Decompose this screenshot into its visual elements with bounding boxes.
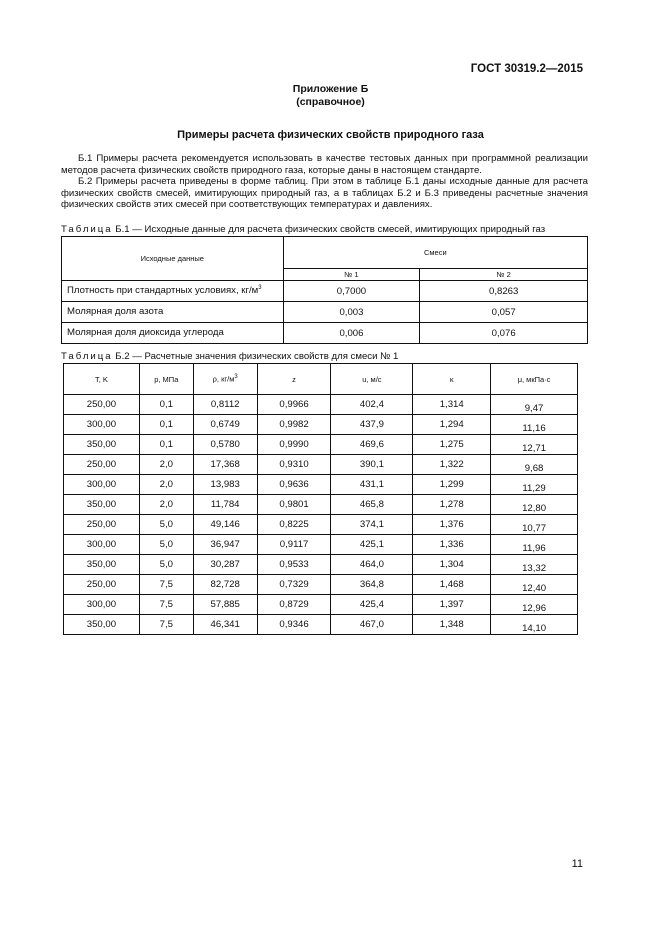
- table-cell: 11,29: [491, 475, 578, 495]
- table-cell: 0,1: [139, 415, 193, 435]
- table-cell: 467,0: [331, 615, 413, 635]
- table-cell: 437,9: [331, 415, 413, 435]
- table-cell: 12,71: [491, 435, 578, 455]
- table-cell: 82,728: [193, 575, 257, 595]
- table-cell: 300,00: [64, 595, 140, 615]
- table-cell: 46,341: [193, 615, 257, 635]
- mix2-value: 0,057: [420, 302, 588, 323]
- table-cell: 0,8112: [193, 395, 257, 415]
- appendix-label: Приложение Б: [292, 83, 369, 95]
- table-row: [64, 535, 578, 555]
- table-cell: 1,294: [413, 415, 491, 435]
- row-label: [62, 281, 284, 302]
- table-cell: 12,96: [491, 595, 578, 615]
- caption-text: Б.1 — Исходные данные для расчета физических свойств смесей, имитирующих природный газ: [115, 224, 546, 235]
- table-cell: 12,40: [491, 575, 578, 595]
- table-cell: 5,0: [139, 555, 193, 575]
- table-cell: 2,0: [139, 475, 193, 495]
- header-text: ρ, кг/м: [212, 374, 235, 384]
- header-text: z: [292, 374, 296, 384]
- table-cell: 1,348: [413, 615, 491, 635]
- table-row: [64, 435, 578, 455]
- column-header: [193, 364, 257, 395]
- table-cell: 1,468: [413, 575, 491, 595]
- row-label: [62, 302, 284, 323]
- table-cell: 425,4: [331, 595, 413, 615]
- paragraph: Б.2 Примеры расчета приведены в форме таблиц. При этом в таблице Б.1 даны исходные данные для расчета физических свойств смесей, имитирующих природный газ, а в таблицах Б.2 и Б.3 приведены расчетные значения физических свойств этих смесей при соответствующих температурах и давлениях.: [61, 176, 588, 210]
- table-cell: 0,7329: [257, 575, 331, 595]
- table-cell: 1,278: [413, 495, 491, 515]
- table-row: [64, 415, 578, 435]
- caption-word: Таблица: [61, 351, 113, 362]
- table-cell: 250,00: [64, 575, 140, 595]
- table-row: [64, 595, 578, 615]
- table-cell: 5,0: [139, 535, 193, 555]
- table-cell: 1,304: [413, 555, 491, 575]
- column-header: [413, 364, 491, 395]
- table-cell: 250,00: [64, 395, 140, 415]
- table-row: [64, 455, 578, 475]
- mix2-value: 0,076: [420, 323, 588, 344]
- table-cell: 350,00: [64, 435, 140, 455]
- table-cell: 300,00: [64, 415, 140, 435]
- table-cell: 300,00: [64, 475, 140, 495]
- appendix-title: [0, 83, 661, 109]
- table-cell: 17,368: [193, 455, 257, 475]
- header-text: μ, мкПа·с: [517, 374, 551, 384]
- label-text: Плотность при стандартных условиях, кг/м: [67, 285, 259, 297]
- table-cell: 364,8: [331, 575, 413, 595]
- table-cell: 1,314: [413, 395, 491, 415]
- mix2-value: 0,8263: [420, 281, 588, 302]
- page-number: 11: [571, 858, 583, 870]
- table-cell: 14,10: [491, 615, 578, 635]
- table-row: [64, 575, 578, 595]
- table1-caption: [61, 224, 545, 235]
- mix1-value: 0,003: [283, 302, 420, 323]
- table-cell: 2,0: [139, 495, 193, 515]
- mix1-value: 0,006: [283, 323, 420, 344]
- table-cell: 1,322: [413, 455, 491, 475]
- table-b1: [61, 236, 588, 344]
- body-text: [61, 153, 588, 211]
- table-cell: 0,9310: [257, 455, 331, 475]
- table-cell: 13,32: [491, 555, 578, 575]
- table-row: [64, 615, 578, 635]
- table-cell: 390,1: [331, 455, 413, 475]
- table-cell: 2,0: [139, 455, 193, 475]
- caption-word: Таблица: [61, 224, 113, 235]
- table-row: [64, 555, 578, 575]
- table-cell: 9,47: [491, 395, 578, 415]
- table-cell: 0,9801: [257, 495, 331, 515]
- table-cell: 0,9636: [257, 475, 331, 495]
- row-label: [62, 323, 284, 344]
- table-cell: 250,00: [64, 455, 140, 475]
- standard-number: ГОСТ 30319.2—2015: [470, 63, 583, 75]
- table-cell: 350,00: [64, 555, 140, 575]
- table-row: [62, 281, 588, 302]
- table-cell: 10,77: [491, 515, 578, 535]
- table-cell: 1,275: [413, 435, 491, 455]
- table-cell: 1,397: [413, 595, 491, 615]
- table-cell: 0,9990: [257, 435, 331, 455]
- table-cell: 0,9533: [257, 555, 331, 575]
- superscript: 3: [234, 374, 238, 381]
- label-text: Молярная доля азота: [67, 306, 164, 318]
- table-row: [64, 475, 578, 495]
- appendix-kind: (справочное): [296, 96, 365, 108]
- paragraph: Б.1 Примеры расчета рекомендуется использовать в качестве тестовых данных при программной реализации методов расчета физических свойств природного газа, которые даны в настоящем стандарте.: [61, 153, 588, 176]
- table-cell: 0,9117: [257, 535, 331, 555]
- header-text: u, м/с: [362, 374, 382, 384]
- section-heading: Примеры расчета физических свойств природного газа: [177, 129, 484, 141]
- table-cell: 7,5: [139, 595, 193, 615]
- table-b2: [63, 363, 578, 635]
- table-cell: 0,8729: [257, 595, 331, 615]
- table-cell: 350,00: [64, 495, 140, 515]
- table-cell: 469,6: [331, 435, 413, 455]
- table-cell: 13,983: [193, 475, 257, 495]
- table-cell: 374,1: [331, 515, 413, 535]
- table-cell: 0,6749: [193, 415, 257, 435]
- table-cell: 7,5: [139, 575, 193, 595]
- table-cell: 0,5780: [193, 435, 257, 455]
- table-cell: 402,4: [331, 395, 413, 415]
- table-cell: 0,1: [139, 435, 193, 455]
- table-cell: 300,00: [64, 535, 140, 555]
- column-header: [64, 364, 140, 395]
- table-cell: 464,0: [331, 555, 413, 575]
- superscript: 3: [258, 285, 262, 292]
- table-cell: 0,9346: [257, 615, 331, 635]
- table-row: [64, 495, 578, 515]
- table-row: [64, 395, 578, 415]
- table-cell: 11,16: [491, 415, 578, 435]
- table-cell: 0,8225: [257, 515, 331, 535]
- table-cell: 1,299: [413, 475, 491, 495]
- header-source: Исходные данные: [62, 237, 284, 281]
- header-mixes: Смеси: [283, 237, 587, 269]
- table-cell: 465,8: [331, 495, 413, 515]
- column-header: [491, 364, 578, 395]
- caption-text: Б.2 — Расчетные значения физических свойств для смеси № 1: [115, 351, 399, 362]
- table-cell: 1,336: [413, 535, 491, 555]
- table-row: [62, 323, 588, 344]
- header-text: T, K: [94, 374, 108, 384]
- table-cell: 9,68: [491, 455, 578, 475]
- table-cell: 12,80: [491, 495, 578, 515]
- table-row: [64, 515, 578, 535]
- table-cell: 350,00: [64, 615, 140, 635]
- table-row: [62, 302, 588, 323]
- table-cell: 0,9982: [257, 415, 331, 435]
- table-cell: 11,96: [491, 535, 578, 555]
- table-cell: 1,376: [413, 515, 491, 535]
- column-header: [331, 364, 413, 395]
- table-cell: 57,885: [193, 595, 257, 615]
- header-text: p, МПа: [154, 374, 179, 384]
- table-cell: 7,5: [139, 615, 193, 635]
- table-cell: 49,146: [193, 515, 257, 535]
- table-cell: 30,287: [193, 555, 257, 575]
- header-mix2: № 2: [420, 269, 588, 281]
- header-mix1: № 1: [283, 269, 420, 281]
- column-header: [257, 364, 331, 395]
- table-cell: 250,00: [64, 515, 140, 535]
- column-header: [139, 364, 193, 395]
- table-cell: 425,1: [331, 535, 413, 555]
- table-cell: 11,784: [193, 495, 257, 515]
- table-cell: 0,1: [139, 395, 193, 415]
- mix1-value: 0,7000: [283, 281, 420, 302]
- table-cell: 431,1: [331, 475, 413, 495]
- table-cell: 5,0: [139, 515, 193, 535]
- table-cell: 0,9966: [257, 395, 331, 415]
- table2-caption: [61, 351, 398, 362]
- table-cell: 36,947: [193, 535, 257, 555]
- header-text: κ: [449, 374, 454, 384]
- label-text: Молярная доля диоксида углерода: [67, 327, 224, 339]
